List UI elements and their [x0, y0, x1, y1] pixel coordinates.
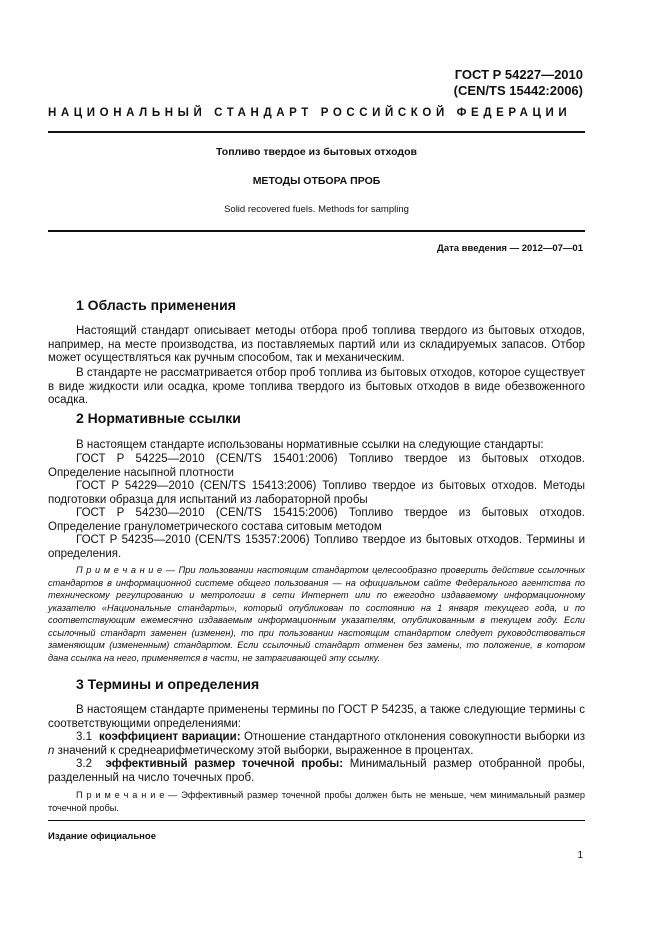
- reference-item: ГОСТ Р 54235—2010 (CEN/TS 15357:2006) Топливо твердое из бытовых отходов. Термины и определения.: [48, 534, 585, 560]
- reference-item: ГОСТ Р 54229—2010 (CEN/TS 15413:2006) Топливо твердое из бытовых отходов. Методы подготовки образца для испытаний из лабораторной пробы: [48, 480, 585, 506]
- top-divider: [48, 131, 585, 133]
- title-subject: Топливо твердое из бытовых отходов: [216, 146, 417, 158]
- section-2-note: П р и м е ч а н и е — При пользовании настоящим стандартом целесообразно проверить действие ссылочных стандартов в информационной системе общего пользования — на официальном сайте Федерального агентства по техническому регулированию и метрологии в сети Интернет или по ежегодно издаваемому информационному указателю «Национальные стандарты», который опубликован по состоянию на 1 января текущего года, и по соответствующим ежемесячно издаваемым информационным указателям, опубликованным в текущем году. Если ссылочный стандарт заменен (изменен), то при пользовании настоящим стандартом следует руководствоваться заменяющим (измененным) стандартом. Если ссылочный стандарт отменен без замены, то положение, в котором дана ссылка на него, применяется в части, не затрагивающей эту ссылку.: [48, 565, 585, 663]
- title-divider: [48, 230, 585, 232]
- section-1-paragraph-2: В стандарте не рассматривается отбор проб топлива из бытовых отходов, которое существует в виде жидкости или осадка, кроме топлива твердого из бытовых отходов в виде обезвоженного осадка.: [48, 367, 585, 406]
- term-3-1: 3.1 коэффициент вариации: Отношение стандартного отклонения совокупности выборки из n значений к среднеарифметическому этой выборки, выраженное в процентах.: [48, 731, 586, 757]
- term-3-2: 3.2 эффективный размер точечной пробы: Минимальный размер отобранной пробы, разделенный на число точечных проб.: [48, 758, 586, 784]
- national-standard-banner: НАЦИОНАЛЬНЫЙ СТАНДАРТ РОССИЙСКОЙ ФЕДЕРАЦИИ: [48, 107, 572, 119]
- section-2-intro: В настоящем стандарте использованы нормативные ссылки на следующие стандарты:: [76, 439, 544, 451]
- page-number: 1: [577, 850, 583, 861]
- official-edition-label: Издание официальное: [48, 831, 156, 842]
- introduction-date: Дата введения — 2012—07—01: [437, 243, 583, 254]
- title-english: Solid recovered fuels. Methods for sampling: [224, 204, 409, 215]
- document-code-cen: (CEN/TS 15442:2006): [453, 83, 583, 98]
- section-1-heading: 1 Область применения: [76, 297, 236, 313]
- section-3-note: П р и м е ч а н и е — Эффективный размер точечной пробы должен быть не меньше, чем минимальный размер точечной пробы.: [48, 790, 585, 813]
- section-2-heading: 2 Нормативные ссылки: [76, 410, 241, 426]
- section-3-intro: В настоящем стандарте применены термины по ГОСТ Р 54235, а также следующие термины с соответствующими определениями:: [48, 704, 585, 730]
- section-3-heading: 3 Термины и определения: [76, 676, 260, 692]
- reference-item: ГОСТ Р 54225—2010 (CEN/TS 15401:2006) Топливо твердое из бытовых отходов. Определение насыпной плотности: [48, 453, 585, 479]
- title-main: МЕТОДЫ ОТБОРА ПРОБ: [252, 175, 381, 187]
- footer-divider: [48, 820, 585, 821]
- reference-item: ГОСТ Р 54230—2010 (CEN/TS 15415:2006) Топливо твердое из бытовых отходов. Определение гранулометрического состава ситовым методом: [48, 507, 585, 533]
- document-code: ГОСТ Р 54227—2010: [454, 67, 583, 82]
- section-1-paragraph-1: Настоящий стандарт описывает методы отбора проб топлива твердого из бытовых отходов, например, на месте производства, из поставляемых партий или из складируемых запасов. Отбор может осуществляться как ручным способом, так и механическим.: [48, 325, 585, 364]
